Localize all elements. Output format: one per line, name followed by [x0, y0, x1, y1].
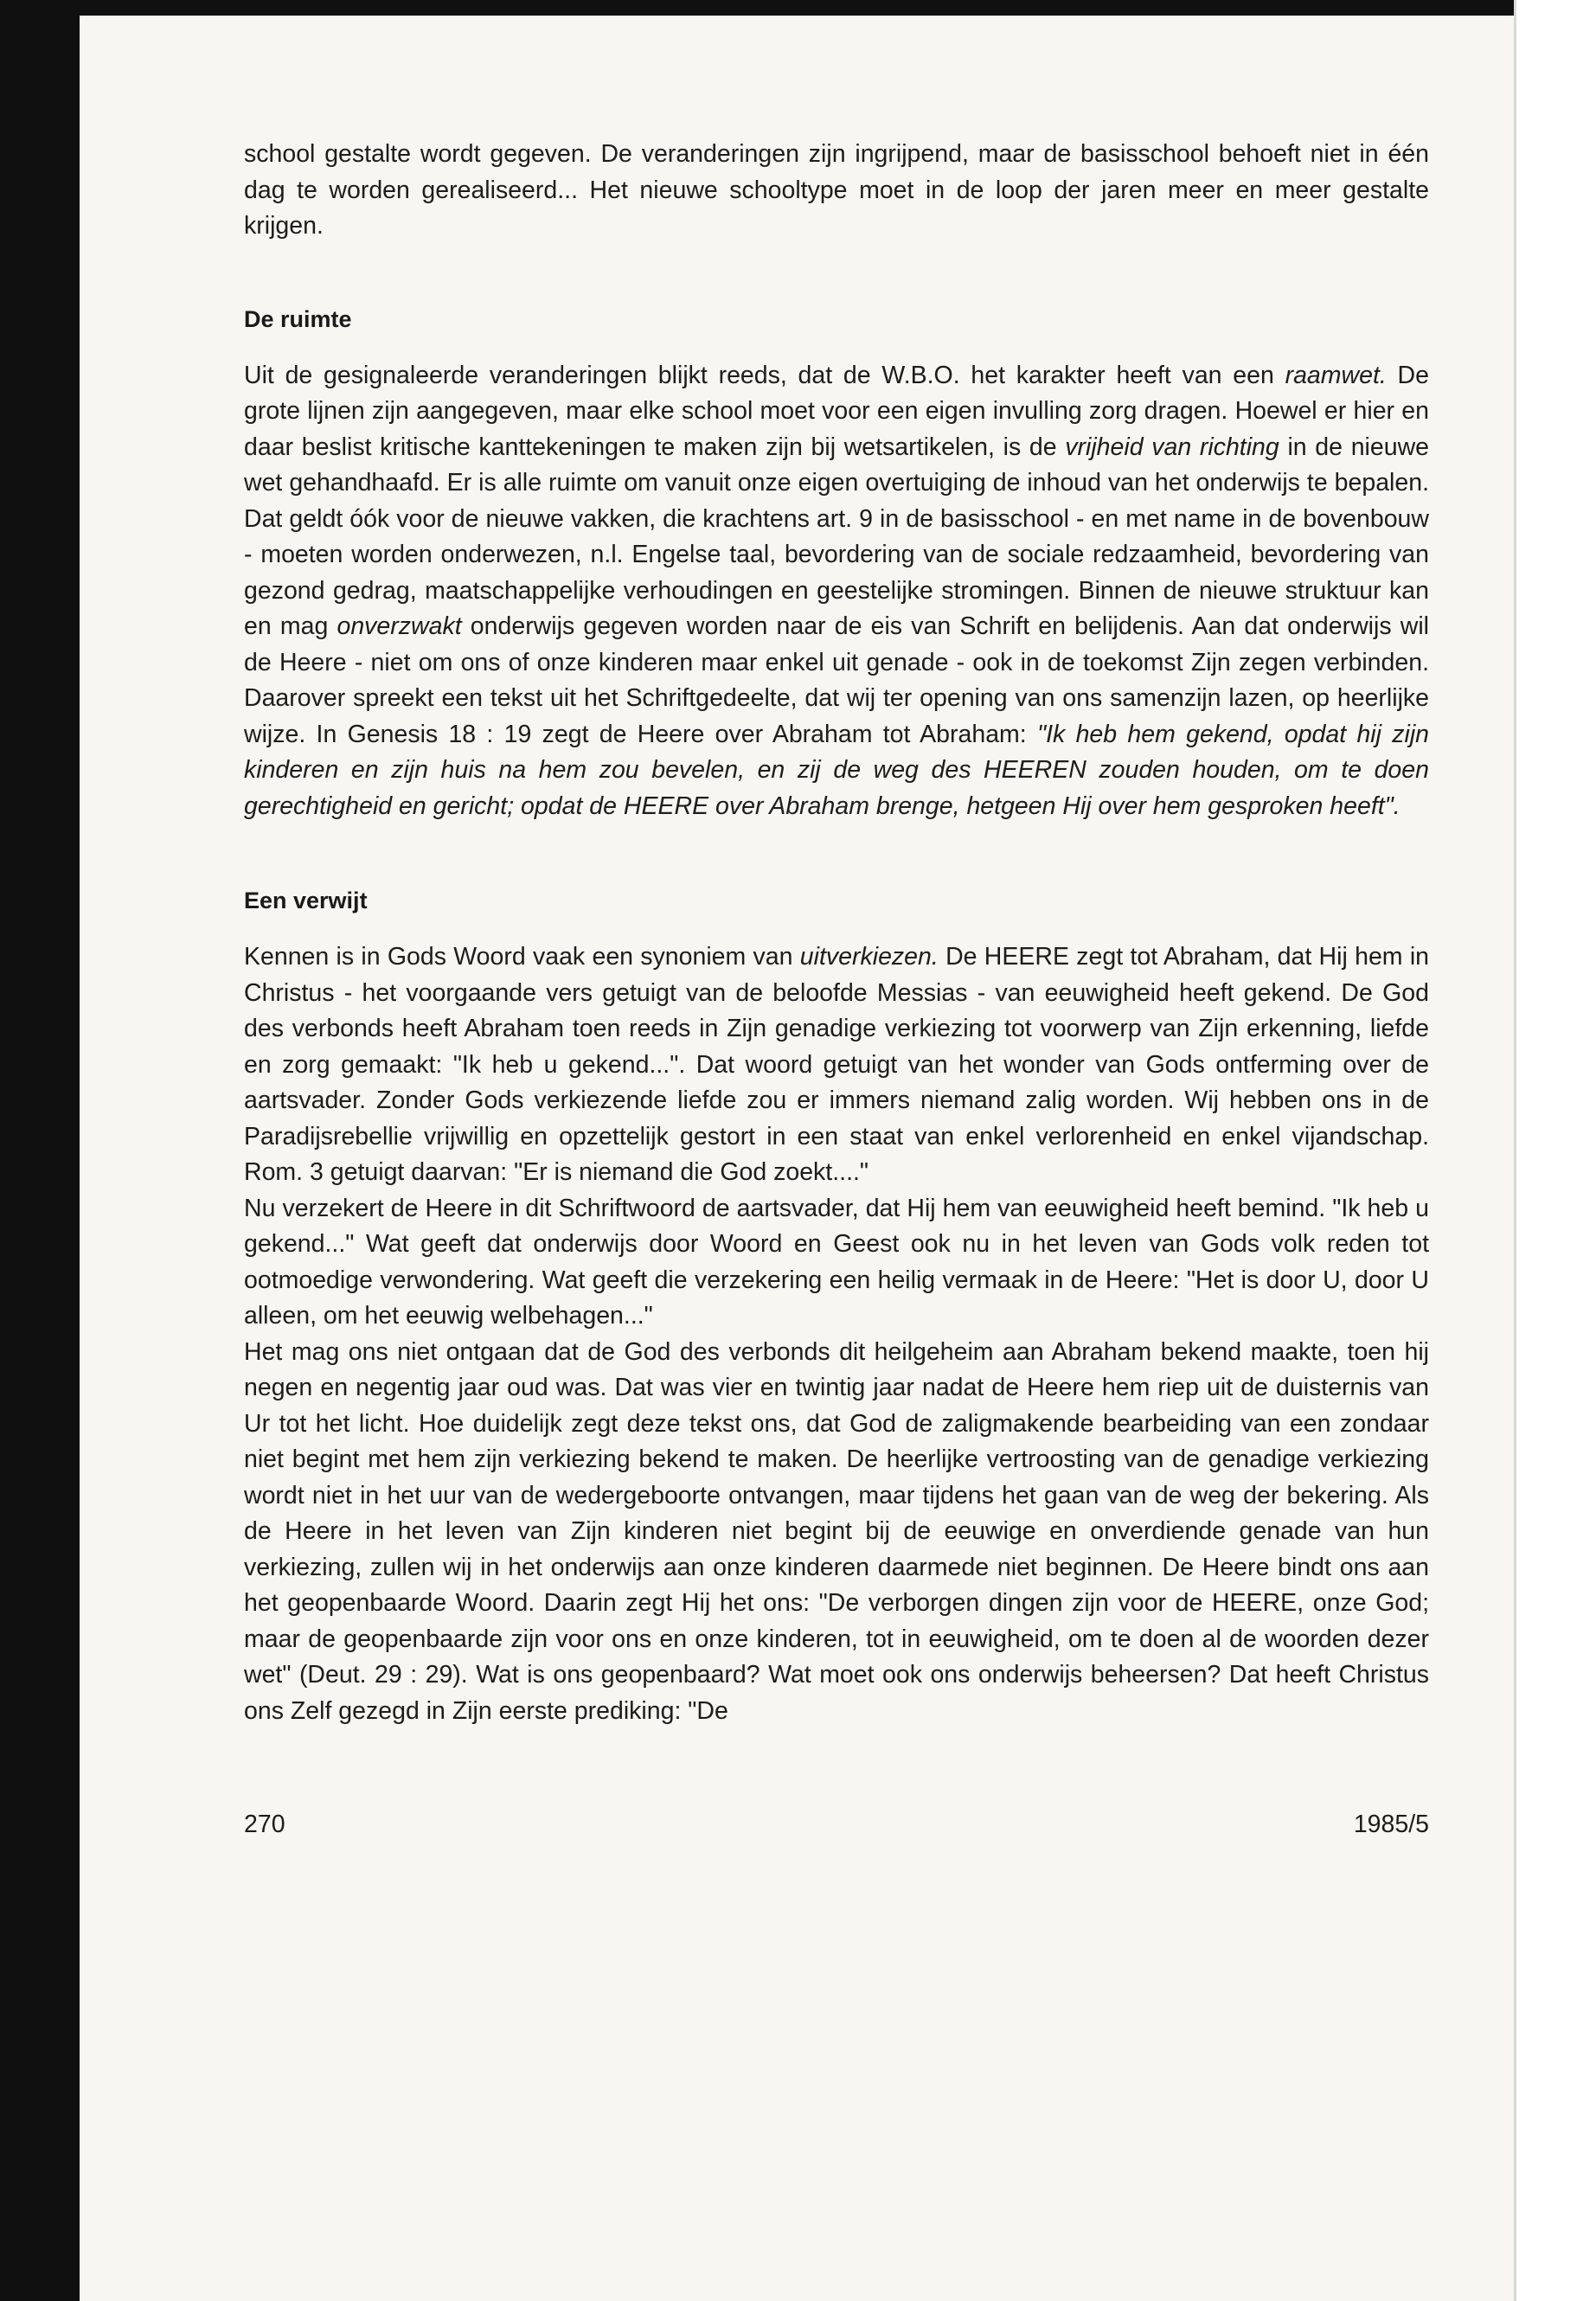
- intro-paragraph: school gestalte wordt gegeven. De veranderingen zijn ingrijpend, maar de basisschool behoeft niet in één dag te worden gerealiseerd... Het nieuwe schooltype moet in de loop der jaren meer en meer gestalte krijgen.: [244, 140, 1429, 240]
- section2-paragraph-3: Het mag ons niet ontgaan dat de God des verbonds dit heilgeheim aan Abraham bekend maakte, toen hij negen en negentig jaar oud was. Dat was vier en twintig jaar nadat de Heere hem riep uit de duisternis van Ur tot het licht. Hoe duidelijk zegt deze tekst ons, dat God de zaligmakende bearbeiding van een zondaar niet begint met hem zijn verkiezing bekend te maken. De heerlijke vertroosting van de genadige verkiezing wordt niet in het uur van de wedergeboorte ontvangen, maar tijdens het gaan van de weg der bekering. Als de Heere in het leven van Zijn kinderen niet begint bij de eeuwige en onverdiende genade van hun verkiezing, zullen wij in het onderwijs aan onze kinderen daarmede niet beginnen. De Heere bindt ons aan het geopenbaarde Woord. Daarin zegt Hij het ons: "De verborgen dingen zijn voor de HEERE, onze God; maar de geopenbaarde zijn voor ons en onze kinderen, tot in eeuwigheid, om te doen al de woorden dezer wet" (Deut. 29 : 29). Wat is ons geopenbaard? Wat moet ook ons onderwijs beheersen? Dat heeft Christus ons Zelf gezegd in Zijn eerste prediking: "De: [244, 1337, 1429, 1725]
- section-heading-de-ruimte: De ruimte: [244, 305, 352, 332]
- section-heading-een-verwijt: Een verwijt: [244, 888, 368, 913]
- scan-border-left: [0, 0, 80, 2301]
- page-body: [244, 137, 1429, 1729]
- section2-paragraph-2: Nu verzekert de Heere in dit Schriftwoord de aartsvader, dat Hij hem van eeuwigheid heeft bemind. "Ik heb u gekend..." Wat geeft dat onderwijs door Woord en Geest ook nu in het leven van Gods volk reden tot ootmoedige verwondering. Wat geeft die verzekering een heilig vermaak in de Heere: "Het is door U, door U alleen, om het eeuwig welbehagen...": [244, 1194, 1429, 1330]
- section1-paragraph: Uit de gesignaleerde veranderingen blijkt reeds, dat de W.B.O. het karakter heeft van een raamwet. De grote lijnen zijn aangegeven, maar elke school moet voor een eigen invulling zorg dragen. Hoewel er hier en daar beslist kritische kanttekeningen te maken zijn bij wetsartikelen, is de vrijheid van richting in de nieuwe wet gehandhaafd. Er is alle ruimte om vanuit onze eigen overtuiging de inhoud van het onderwijs te bepalen. Dat geldt óók voor de nieuwe vakken, die krachtens art. 9 in de basisschool - en met name in de bovenbouw - moeten worden onderwezen, n.l. Engelse taal, bevordering van de sociale redzaamheid, bevordering van gezond gedrag, maatschappelijke verhoudingen en geestelijke stromingen. Binnen de nieuwe struktuur kan en mag onverzwakt onderwijs gegeven worden naar de eis van Schrift en belijdenis. Aan dat onderwijs wil de Heere - niet om ons of onze kinderen maar enkel uit genade - ook in de toekomst Zijn zegen verbinden. Daarover spreekt een tekst uit het Schriftgedeelte, dat wij ter opening van ons samenzijn lazen, op heerlijke wijze. In Genesis 18 : 19 zegt de Heere over Abraham tot Abraham: "Ik heb hem gekend, opdat hij zijn kinderen en zijn huis na hem zou bevelen, en zij de weg des HEEREN zouden houden, om te doen gerechtigheid en gericht; opdat de HEERE over Abraham brenge, hetgeen Hij over hem gesproken heeft".: [244, 361, 1430, 820]
- document-page: [80, 16, 1514, 2301]
- issue-number: 1985/5: [1353, 1811, 1429, 1838]
- scan-border-right: [1514, 0, 1596, 2301]
- section2-paragraph-1: Kennen is in Gods Woord vaak een synoniem van uitverkiezen. De HEERE zegt tot Abraham, dat Hij hem in Christus - het voorgaande vers getuigt van de beloofde Messias - van eeuwigheid heeft gekend. De God des verbonds heeft Abraham toen reeds in Zijn genadige verkiezing tot voorwerp van Zijn erkenning, liefde en zorg gemaakt: "Ik heb u gekend...". Dat woord getuigt van het wonder van Gods ontferming over de aartsvader. Zonder Gods verkiezende liefde zou er immers niemand zalig worden. Wij hebben ons in de Paradijsrebellie vrijwillig en opzettelijk gestort in een staat van enkel verlorenheid en enkel vijandschap. Rom. 3 getuigt daarvan: "Er is niemand die God zoekt....": [244, 943, 1429, 1186]
- page-footer: [244, 1811, 1429, 1839]
- page-number: 270: [244, 1811, 285, 1838]
- scan-border-top: [0, 0, 1596, 16]
